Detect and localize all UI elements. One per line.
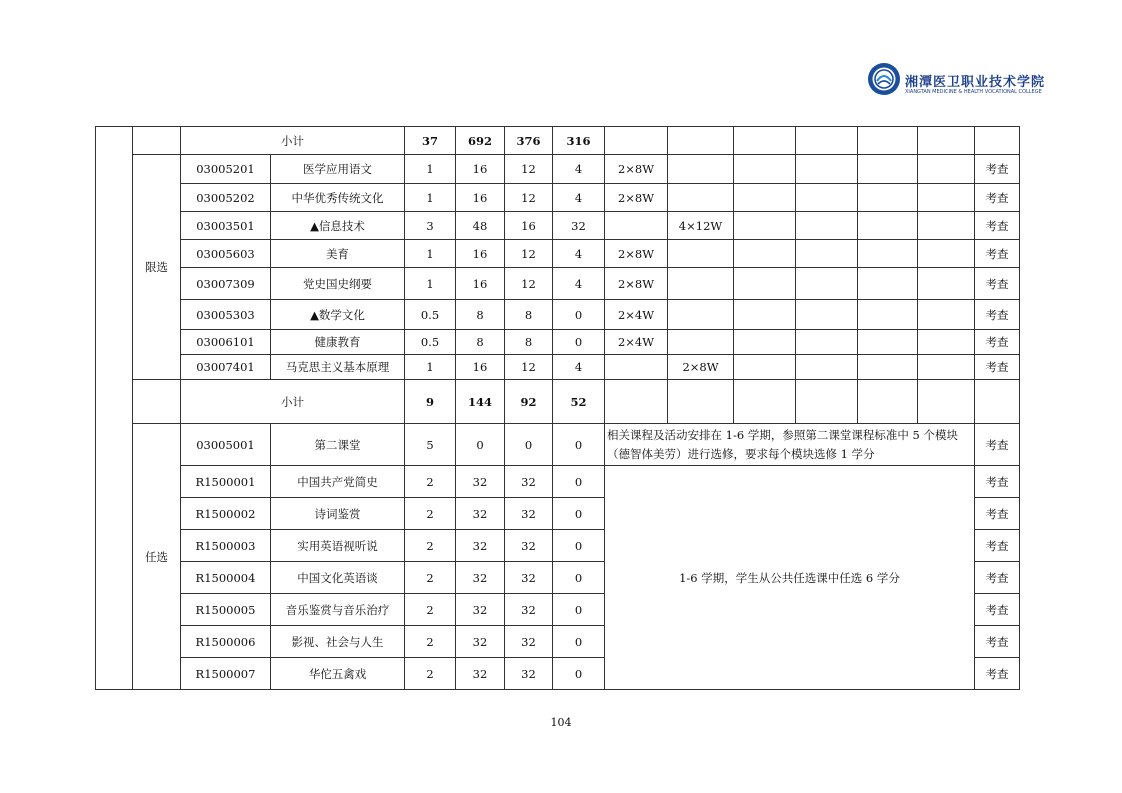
- table-row: [96, 330, 1020, 355]
- course-code: R1500003: [181, 530, 271, 562]
- course-credits: 1: [405, 355, 456, 380]
- sem-cell: [858, 155, 918, 184]
- course-code: R1500001: [181, 466, 271, 498]
- college-logo: [867, 62, 1046, 104]
- course-assessment: 考查: [975, 658, 1020, 690]
- sem-cell: [796, 155, 858, 184]
- course-practice-hours: 32: [553, 212, 605, 240]
- course-theory-hours: 12: [505, 155, 553, 184]
- course-name: 中国文化英语谈: [271, 562, 405, 594]
- course-theory-hours: 12: [505, 355, 553, 380]
- course-total-hours: 32: [456, 626, 505, 658]
- course-theory-hours: 12: [505, 268, 553, 300]
- course-credits: 3: [405, 212, 456, 240]
- sem-cell: [796, 127, 858, 155]
- sem-cell: [668, 380, 734, 424]
- course-credits: 2: [405, 466, 456, 498]
- course-name: 马克思主义基本原理: [271, 355, 405, 380]
- sem-cell: [734, 355, 796, 380]
- sem2-hours: [668, 155, 734, 184]
- course-assessment: 考查: [975, 466, 1020, 498]
- table-row: [96, 268, 1020, 300]
- course-credits: 1: [405, 155, 456, 184]
- course-practice-hours: 4: [553, 240, 605, 268]
- course-assessment: 考查: [975, 212, 1020, 240]
- sem-cell: [796, 330, 858, 355]
- sem-cell: [796, 300, 858, 330]
- course-code: 03007309: [181, 268, 271, 300]
- table-row: [96, 155, 1020, 184]
- course-theory-hours: 12: [505, 184, 553, 212]
- table-row: [96, 240, 1020, 268]
- sem-cell: [796, 268, 858, 300]
- course-code: 03007401: [181, 355, 271, 380]
- subtotal-total-hours: 144: [456, 380, 505, 424]
- course-credits: 5: [405, 424, 456, 466]
- college-emblem-icon: [867, 62, 901, 96]
- sem-cell: [858, 300, 918, 330]
- sem-cell: [734, 380, 796, 424]
- course-assessment: 考查: [975, 330, 1020, 355]
- course-name: 华佗五禽戏: [271, 658, 405, 690]
- sem2-hours: 2×8W: [668, 355, 734, 380]
- course-total-hours: 32: [456, 530, 505, 562]
- sem-cell: [734, 212, 796, 240]
- sem2-hours: [668, 330, 734, 355]
- sem-cell: [668, 127, 734, 155]
- course-theory-hours: 32: [505, 626, 553, 658]
- subtotal-row: [96, 127, 1020, 155]
- course-assessment: 考查: [975, 184, 1020, 212]
- sem-cell: [918, 212, 975, 240]
- table-row: [96, 184, 1020, 212]
- course-total-hours: 0: [456, 424, 505, 466]
- course-name: ▲信息技术: [271, 212, 405, 240]
- sem-cell: [858, 212, 918, 240]
- sem-cell: [734, 184, 796, 212]
- course-assessment: 考查: [975, 355, 1020, 380]
- sem-cell: [918, 155, 975, 184]
- course-total-hours: 16: [456, 184, 505, 212]
- second-classroom-note: 相关课程及活动安排在 1-6 学期，参照第二课堂课程标准中 5 个模块（德智体美劳）进行选修，要求每个模块选修 1 学分: [605, 424, 975, 466]
- course-total-hours: 8: [456, 330, 505, 355]
- sem-cell: [858, 330, 918, 355]
- course-credits: 2: [405, 626, 456, 658]
- course-total-hours: 48: [456, 212, 505, 240]
- sem-cell: [796, 184, 858, 212]
- course-total-hours: 32: [456, 498, 505, 530]
- sem-cell: [734, 330, 796, 355]
- course-credits: 2: [405, 530, 456, 562]
- sem-cell: [918, 184, 975, 212]
- course-theory-hours: 16: [505, 212, 553, 240]
- course-practice-hours: 0: [553, 466, 605, 498]
- sem1-hours: [605, 212, 668, 240]
- course-theory-hours: 12: [505, 240, 553, 268]
- course-practice-hours: 4: [553, 355, 605, 380]
- elective-group-label: 任选: [133, 424, 181, 690]
- course-theory-hours: 32: [505, 466, 553, 498]
- course-theory-hours: 8: [505, 300, 553, 330]
- sem-cell: [918, 127, 975, 155]
- course-assessment: 考查: [975, 268, 1020, 300]
- limited-group-label: 限选: [133, 155, 181, 380]
- table-row: [96, 355, 1020, 380]
- subtotal-label: 小计: [181, 380, 405, 424]
- course-theory-hours: 32: [505, 658, 553, 690]
- page-number: 104: [550, 716, 572, 729]
- course-practice-hours: 0: [553, 626, 605, 658]
- course-code: 03005303: [181, 300, 271, 330]
- course-name: ▲数学文化: [271, 300, 405, 330]
- course-total-hours: 8: [456, 300, 505, 330]
- course-code: 03003501: [181, 212, 271, 240]
- course-credits: 2: [405, 498, 456, 530]
- course-code: 03005201: [181, 155, 271, 184]
- course-total-hours: 32: [456, 562, 505, 594]
- sem1-hours: [605, 355, 668, 380]
- course-name: 美育: [271, 240, 405, 268]
- course-assessment: 考查: [975, 155, 1020, 184]
- college-name-en: XIANGTAN MEDICINE & HEALTH VOCATIONAL COLLEGE: [905, 89, 1042, 95]
- subtotal-credits: 37: [405, 127, 456, 155]
- sem-cell: [918, 380, 975, 424]
- course-theory-hours: 32: [505, 498, 553, 530]
- sem-cell: [858, 380, 918, 424]
- sem1-hours: 2×4W: [605, 330, 668, 355]
- course-total-hours: 32: [456, 658, 505, 690]
- subtotal-credits: 9: [405, 380, 456, 424]
- course-practice-hours: 0: [553, 530, 605, 562]
- table-row: [96, 300, 1020, 330]
- assess-cell: [975, 380, 1020, 424]
- assess-cell: [975, 127, 1020, 155]
- sem-cell: [796, 355, 858, 380]
- course-total-hours: 16: [456, 355, 505, 380]
- course-theory-hours: 32: [505, 530, 553, 562]
- course-name: 中国共产党简史: [271, 466, 405, 498]
- course-assessment: 考查: [975, 424, 1020, 466]
- course-practice-hours: 0: [553, 424, 605, 466]
- course-assessment: 考查: [975, 240, 1020, 268]
- course-practice-hours: 0: [553, 658, 605, 690]
- table-row: [96, 212, 1020, 240]
- course-assessment: 考查: [975, 594, 1020, 626]
- outer-category-cell: [96, 127, 133, 690]
- course-theory-hours: 32: [505, 562, 553, 594]
- course-practice-hours: 4: [553, 268, 605, 300]
- sem-cell: [605, 127, 668, 155]
- course-credits: 2: [405, 658, 456, 690]
- course-credits: 2: [405, 562, 456, 594]
- course-practice-hours: 0: [553, 330, 605, 355]
- course-code: R1500004: [181, 562, 271, 594]
- course-code: 03006101: [181, 330, 271, 355]
- course-practice-hours: 0: [553, 300, 605, 330]
- course-name: 中华优秀传统文化: [271, 184, 405, 212]
- course-assessment: 考查: [975, 530, 1020, 562]
- college-name: 湘潭医卫职业技术学院: [905, 75, 1046, 90]
- sem-cell: [796, 380, 858, 424]
- sem-cell: [918, 330, 975, 355]
- course-total-hours: 32: [456, 466, 505, 498]
- course-assessment: 考查: [975, 626, 1020, 658]
- course-name: 健康教育: [271, 330, 405, 355]
- course-credits: 1: [405, 268, 456, 300]
- sem-cell: [918, 240, 975, 268]
- sem-cell: [734, 240, 796, 268]
- sem-cell: [734, 268, 796, 300]
- course-practice-hours: 0: [553, 562, 605, 594]
- course-practice-hours: 0: [553, 594, 605, 626]
- course-theory-hours: 0: [505, 424, 553, 466]
- course-theory-hours: 8: [505, 330, 553, 355]
- course-name: 党史国史纲要: [271, 268, 405, 300]
- course-code: 03005202: [181, 184, 271, 212]
- sem-cell: [858, 355, 918, 380]
- course-practice-hours: 4: [553, 155, 605, 184]
- course-code: R1500007: [181, 658, 271, 690]
- course-credits: 1: [405, 240, 456, 268]
- subtotal-total-hours: 692: [456, 127, 505, 155]
- empty-cell: [133, 380, 181, 424]
- sem1-hours: 2×8W: [605, 268, 668, 300]
- sem-cell: [858, 184, 918, 212]
- sem-cell: [796, 240, 858, 268]
- course-code: R1500005: [181, 594, 271, 626]
- course-practice-hours: 4: [553, 184, 605, 212]
- subtotal-practice-hours: 316: [553, 127, 605, 155]
- table-row: [96, 466, 1020, 498]
- sem1-hours: 2×8W: [605, 155, 668, 184]
- elective-note: 1-6 学期，学生从公共任选课中任选 6 学分: [605, 466, 975, 690]
- course-name: 诗词鉴赏: [271, 498, 405, 530]
- sem-cell: [734, 127, 796, 155]
- sem-cell: [734, 300, 796, 330]
- curriculum-table: [95, 126, 1020, 690]
- course-name: 第二课堂: [271, 424, 405, 466]
- sem1-hours: 2×8W: [605, 184, 668, 212]
- course-credits: 0.5: [405, 330, 456, 355]
- course-total-hours: 16: [456, 155, 505, 184]
- course-assessment: 考查: [975, 300, 1020, 330]
- course-code: R1500006: [181, 626, 271, 658]
- course-credits: 2: [405, 594, 456, 626]
- sem-cell: [918, 300, 975, 330]
- subtotal-theory-hours: 376: [505, 127, 553, 155]
- sem2-hours: 4×12W: [668, 212, 734, 240]
- subtotal-row: [96, 380, 1020, 424]
- sem2-hours: [668, 300, 734, 330]
- course-credits: 1: [405, 184, 456, 212]
- sem-cell: [858, 127, 918, 155]
- course-name: 音乐鉴赏与音乐治疗: [271, 594, 405, 626]
- course-code: R1500002: [181, 498, 271, 530]
- sem2-hours: [668, 240, 734, 268]
- table-row: [96, 424, 1020, 466]
- sem1-hours: 2×4W: [605, 300, 668, 330]
- subtotal-practice-hours: 52: [553, 380, 605, 424]
- course-code: 03005603: [181, 240, 271, 268]
- course-name: 影视、社会与人生: [271, 626, 405, 658]
- course-credits: 0.5: [405, 300, 456, 330]
- sem-cell: [858, 240, 918, 268]
- subtotal-label: 小计: [181, 127, 405, 155]
- course-assessment: 考查: [975, 498, 1020, 530]
- sem2-hours: [668, 268, 734, 300]
- course-code: 03005001: [181, 424, 271, 466]
- course-practice-hours: 0: [553, 498, 605, 530]
- sem2-hours: [668, 184, 734, 212]
- course-total-hours: 16: [456, 240, 505, 268]
- sem-cell: [605, 380, 668, 424]
- sem1-hours: 2×8W: [605, 240, 668, 268]
- sem-cell: [858, 268, 918, 300]
- sem-cell: [796, 212, 858, 240]
- subtotal-theory-hours: 92: [505, 380, 553, 424]
- sem-cell: [918, 355, 975, 380]
- sem-cell: [734, 155, 796, 184]
- empty-cell: [133, 127, 181, 155]
- sem-cell: [918, 268, 975, 300]
- course-theory-hours: 32: [505, 594, 553, 626]
- course-name: 实用英语视听说: [271, 530, 405, 562]
- course-assessment: 考查: [975, 562, 1020, 594]
- course-name: 医学应用语文: [271, 155, 405, 184]
- course-total-hours: 32: [456, 594, 505, 626]
- course-total-hours: 16: [456, 268, 505, 300]
